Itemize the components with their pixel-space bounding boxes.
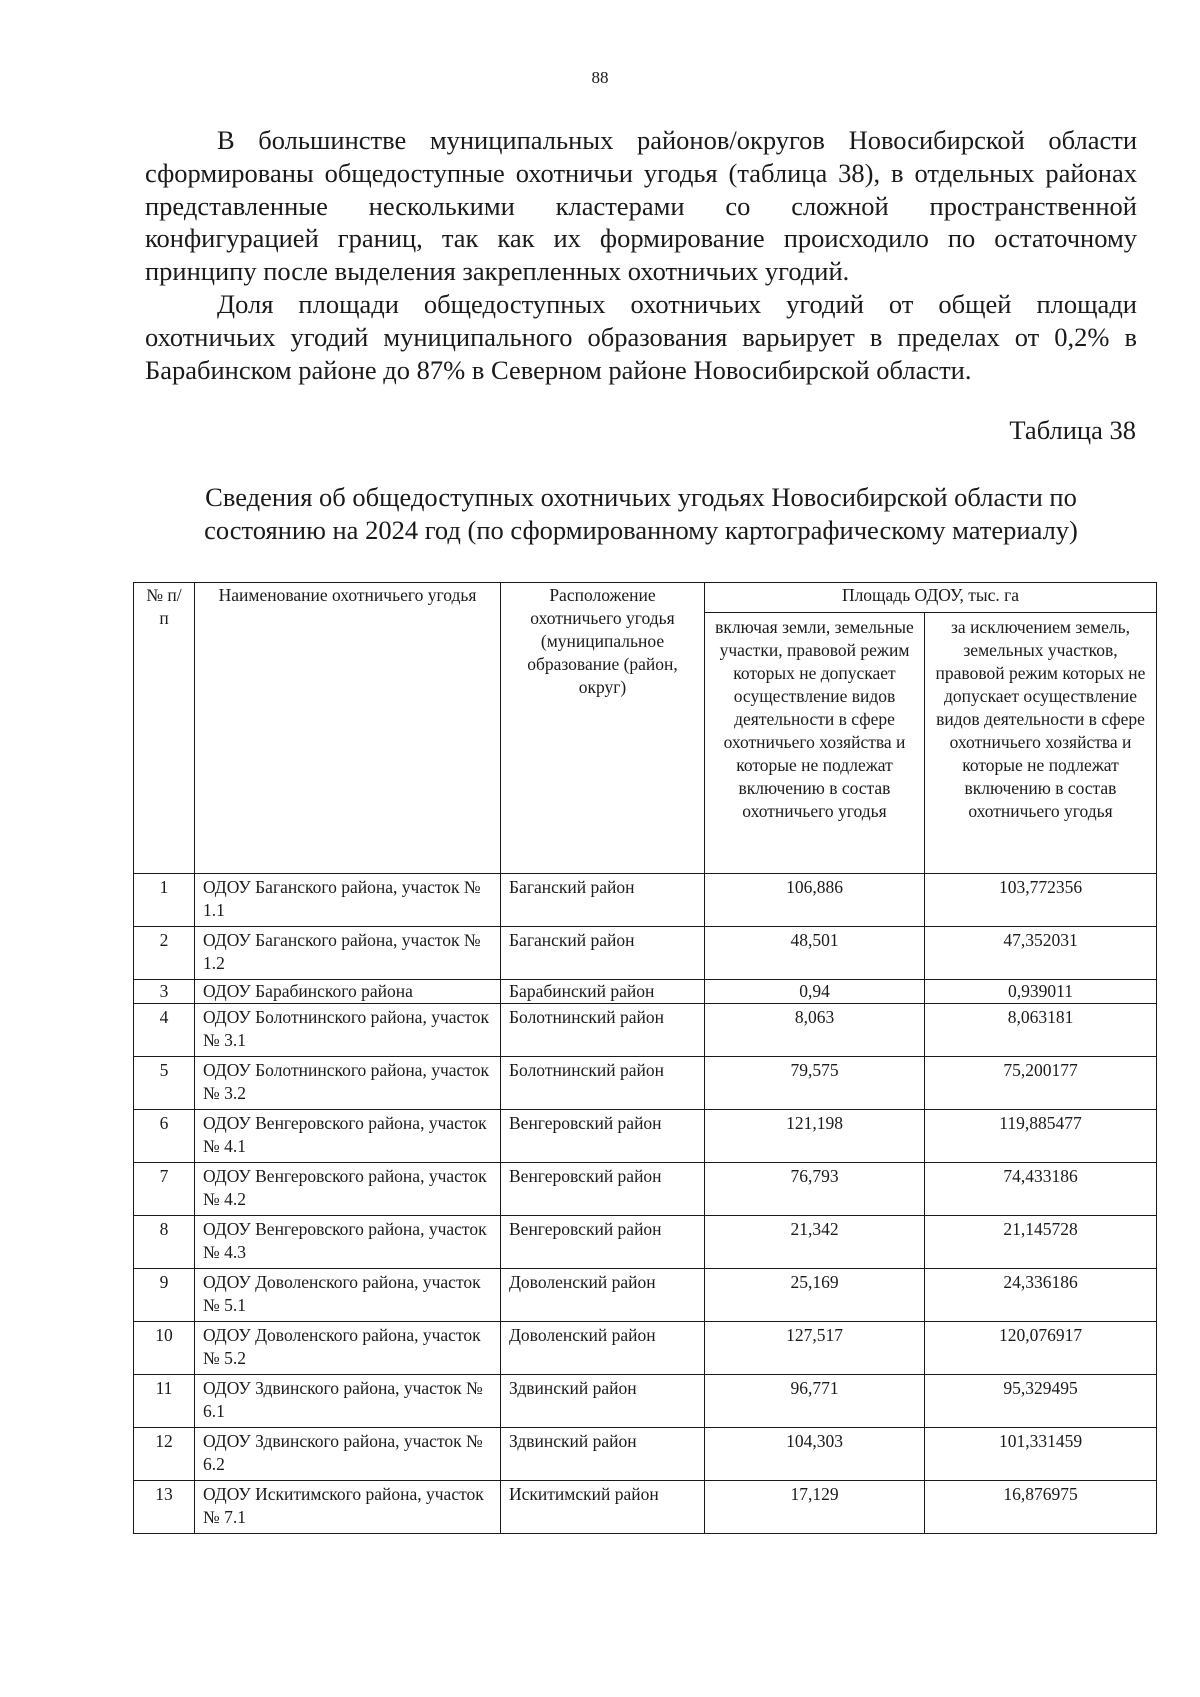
cell-including: 76,793 (705, 1163, 925, 1216)
table-row (134, 1110, 1157, 1163)
cell-location: Баганский район (501, 874, 705, 927)
cell-num: 9 (134, 1269, 195, 1322)
cell-including: 106,886 (705, 874, 925, 927)
cell-name: ОДОУ Здвинского района, участок № 6.1 (195, 1375, 501, 1428)
table-row (134, 1481, 1157, 1534)
cell-name: ОДОУ Доволенского района, участок № 5.2 (195, 1322, 501, 1375)
cell-location: Искитимский район (501, 1481, 705, 1534)
table-row (134, 1163, 1157, 1216)
paragraph: Доля площади общедоступных охотничьих угодий от общей площади охотничьих угодий муниципального образования варьирует в пределах от 0,2% в Барабинском районе до 87% в Северном районе Новосибирской области. (145, 288, 1137, 385)
cell-location: Барабинский район (501, 980, 705, 1004)
cell-num: 3 (134, 980, 195, 1004)
cell-num: 7 (134, 1163, 195, 1216)
cell-num: 13 (134, 1481, 195, 1534)
table-row (134, 1216, 1157, 1269)
cell-name: ОДОУ Здвинского района, участок № 6.2 (195, 1428, 501, 1481)
cell-num: 10 (134, 1322, 195, 1375)
cell-including: 48,501 (705, 927, 925, 980)
paragraph: В большинстве муниципальных районов/округов Новосибирской области сформированы общедоступные охотничьи угодья (таблица 38), в отдельных районах представленные несколькими кластерами со сложной пространственной конфигурацией границ, так как их формирование происходило по остаточному принципу после выделения закрепленных охотничьих угодий. (145, 125, 1137, 287)
cell-excluding: 95,329495 (925, 1375, 1157, 1428)
cell-num: 2 (134, 927, 195, 980)
cell-num: 6 (134, 1110, 195, 1163)
cell-location: Болотнинский район (501, 1004, 705, 1057)
cell-location: Баганский район (501, 927, 705, 980)
cell-excluding: 74,433186 (925, 1163, 1157, 1216)
cell-name: ОДОУ Венгеровского района, участок № 4.2 (195, 1163, 501, 1216)
table-row (134, 874, 1157, 927)
table-label: Таблица 38 (1009, 415, 1136, 445)
cell-location: Венгеровский район (501, 1163, 705, 1216)
cell-name: ОДОУ Барабинского района (195, 980, 501, 1004)
cell-num: 1 (134, 874, 195, 927)
cell-including: 8,063 (705, 1004, 925, 1057)
table-title: Сведения об общедоступных охотничьих угодьях Новосибирской области по состоянию на 2024 год (по сформированному картографическому материалу) (204, 482, 1078, 545)
cell-including: 127,517 (705, 1322, 925, 1375)
cell-num: 8 (134, 1216, 195, 1269)
header-area-excluding: за исключением земель, земельных участков, правовой режим которых не допускает осуществление видов деятельности в сфере охотничьего хозяйства и которые не подлежат включению в состав охотничьего угодья (925, 613, 1157, 874)
cell-name: ОДОУ Искитимского района, участок № 7.1 (195, 1481, 501, 1534)
table-row (134, 1322, 1157, 1375)
header-area-including: включая земли, земельные участки, правовой режим которых не допускает осуществление видов деятельности в сфере охотничьего хозяйства и которые не подлежат включению в состав охотничьего угодья (705, 613, 925, 874)
cell-including: 0,94 (705, 980, 925, 1004)
cell-name: ОДОУ Баганского района, участок № 1.2 (195, 927, 501, 980)
cell-excluding: 119,885477 (925, 1110, 1157, 1163)
cell-excluding: 47,352031 (925, 927, 1157, 980)
cell-name: ОДОУ Венгеровского района, участок № 4.1 (195, 1110, 501, 1163)
header-name: Наименование охотничьего угодья (195, 583, 501, 874)
cell-location: Здвинский район (501, 1375, 705, 1428)
header-location: Расположение охотничьего угодья (муниципальное образование (район, округ) (501, 583, 705, 874)
cell-including: 25,169 (705, 1269, 925, 1322)
header-area: Площадь ОДОУ, тыс. га (705, 583, 1157, 613)
cell-including: 17,129 (705, 1481, 925, 1534)
cell-location: Доволенский район (501, 1269, 705, 1322)
cell-excluding: 24,336186 (925, 1269, 1157, 1322)
table-row (134, 980, 1157, 1004)
cell-including: 21,342 (705, 1216, 925, 1269)
cell-including: 79,575 (705, 1057, 925, 1110)
body-text (145, 124, 1137, 386)
cell-num: 4 (134, 1004, 195, 1057)
table-row (134, 1428, 1157, 1481)
header-num: № п/п (134, 583, 195, 874)
table-row (134, 1269, 1157, 1322)
cell-name: ОДОУ Доволенского района, участок № 5.1 (195, 1269, 501, 1322)
data-table (133, 582, 1157, 1534)
cell-location: Здвинский район (501, 1428, 705, 1481)
cell-including: 104,303 (705, 1428, 925, 1481)
cell-location: Венгеровский район (501, 1216, 705, 1269)
cell-name: ОДОУ Болотнинского района, участок № 3.2 (195, 1057, 501, 1110)
cell-including: 121,198 (705, 1110, 925, 1163)
cell-excluding: 103,772356 (925, 874, 1157, 927)
table-row (134, 1004, 1157, 1057)
cell-location: Доволенский район (501, 1322, 705, 1375)
cell-including: 96,771 (705, 1375, 925, 1428)
cell-num: 12 (134, 1428, 195, 1481)
cell-excluding: 75,200177 (925, 1057, 1157, 1110)
page-number: 88 (591, 68, 609, 87)
table-row (134, 1057, 1157, 1110)
cell-excluding: 21,145728 (925, 1216, 1157, 1269)
cell-excluding: 120,076917 (925, 1322, 1157, 1375)
table-row (134, 1375, 1157, 1428)
cell-name: ОДОУ Венгеровского района, участок № 4.3 (195, 1216, 501, 1269)
cell-num: 11 (134, 1375, 195, 1428)
cell-excluding: 8,063181 (925, 1004, 1157, 1057)
cell-excluding: 0,939011 (925, 980, 1157, 1004)
cell-name: ОДОУ Болотнинского района, участок № 3.1 (195, 1004, 501, 1057)
cell-location: Болотнинский район (501, 1057, 705, 1110)
cell-name: ОДОУ Баганского района, участок № 1.1 (195, 874, 501, 927)
cell-excluding: 101,331459 (925, 1428, 1157, 1481)
cell-location: Венгеровский район (501, 1110, 705, 1163)
cell-num: 5 (134, 1057, 195, 1110)
cell-excluding: 16,876975 (925, 1481, 1157, 1534)
table-row (134, 927, 1157, 980)
